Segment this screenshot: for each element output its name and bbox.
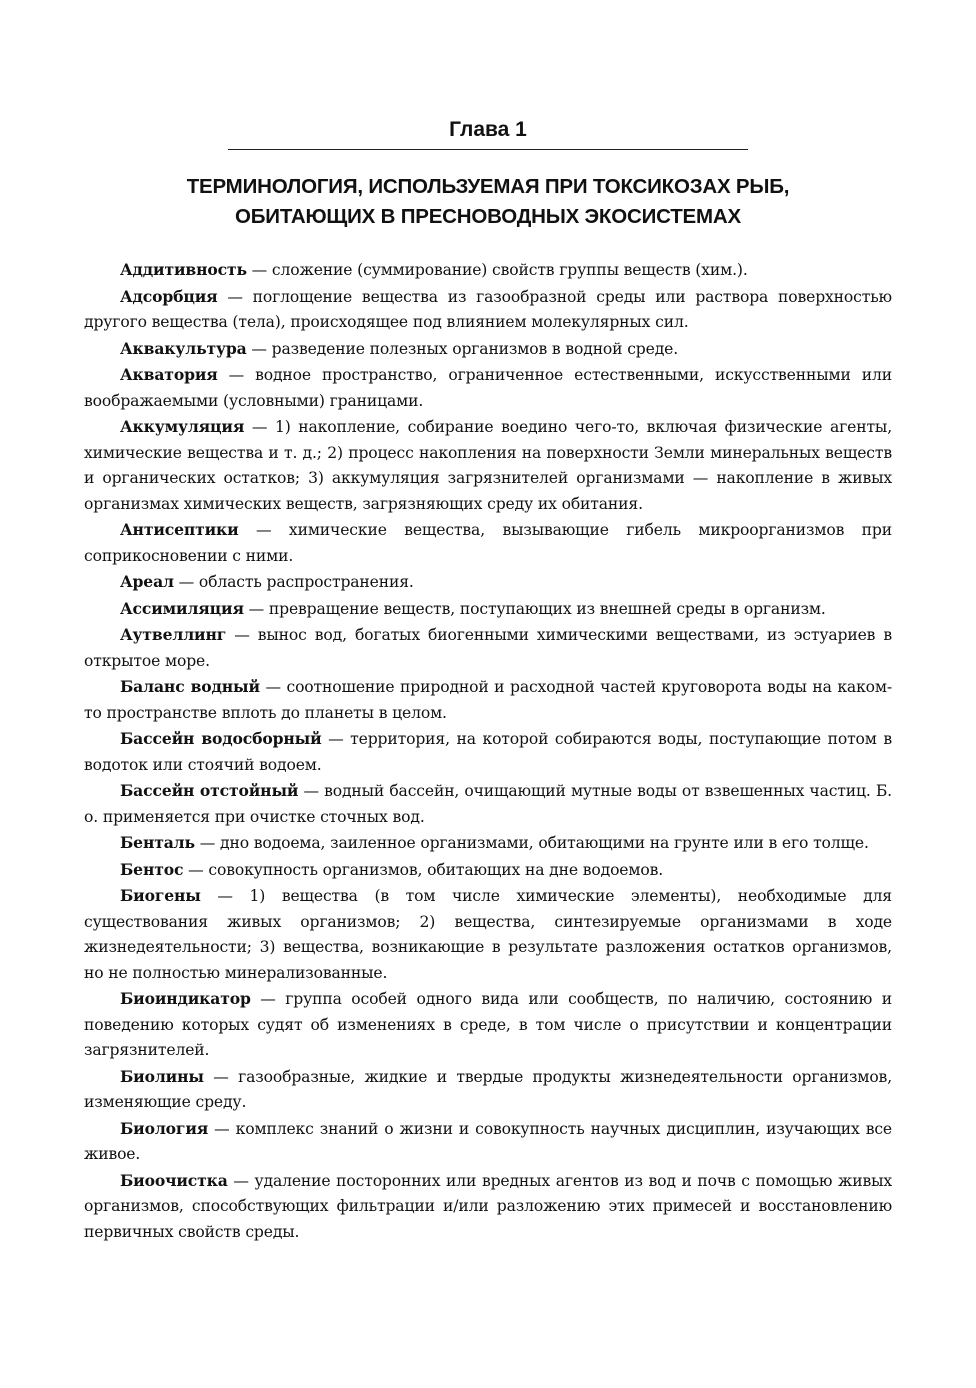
glossary-entry [84,257,892,284]
glossary-entry [84,622,892,674]
glossary-entry [84,883,892,986]
chapter-title-line-1: ТЕРМИНОЛОГИЯ, ИСПОЛЬЗУЕМАЯ ПРИ ТОКСИКОЗАХ РЫБ, [186,175,790,198]
glossary-entry [84,596,892,623]
glossary-definition: — химические вещества, вызывающие гибель микроорганизмов при соприкосновении с ними. [84,521,892,565]
glossary-definition: — сложение (суммирование) свойств группы веществ (хим.). [246,261,748,279]
glossary-entry [84,1064,892,1116]
glossary-term: Бассейн отстойный [120,781,299,800]
glossary-definition: — водное пространство, ограниченное естественными, искусственными или воображаемыми (условными) границами. [84,366,892,410]
chapter-label: Глава 1 [449,118,527,141]
chapter-title [84,172,892,232]
glossary-definition: — вынос вод, богатых биогенными химическими веществами, из эстуариев в открытое море. [84,626,892,670]
glossary-definition: — водный бассейн, очищающий мутные воды от взвешенных частиц. Б. о. применяется при очистке сточных вод. [84,782,892,826]
glossary-definition: — удаление посторонних или вредных агентов из вод и почв с помощью живых организмов, способствующих фильтрации и/или разложению этих примесей и восстановлению первичных свойств среды. [84,1171,892,1241]
glossary-definition: — дно водоема, заиленное организмами, обитающими на грунте или в его толще. [194,834,869,852]
glossary-definition: — превращение веществ, поступающих из внешней среды в организм. [243,599,826,618]
glossary-entry [84,674,892,726]
document-page [84,116,892,1245]
glossary-term: Ассимиляция [120,598,244,618]
glossary-term: Антисептики [120,520,239,539]
glossary-entry [84,336,892,363]
glossary-term: Аутвеллинг [120,625,227,644]
glossary-definition: — группа особей одного вида или сообществ, по наличию, состоянию и поведению которых судят об изменениях в среде, в том числе о присутствии и концентрации загрязнителей. [84,990,892,1059]
glossary-definition: — газообразные, жидкие и твердые продукты жизнедеятельности организмов, изменяющие среду. [84,1067,892,1111]
glossary-term: Аквакультура [120,338,247,358]
glossary-definition: — разведение полезных организмов в водной среде. [246,339,679,358]
chapter-divider [228,149,748,150]
glossary-definition: — 1) накопление, собирание воедино чего-то, включая физические агенты, химические вещества и т. д.; 2) процесс накопления на поверхности Земли минеральных веществ и органических остатков; 3) аккумуляция загрязнителей организмами — накопление в живых организмах химических веществ, загрязняющих среду их обитания. [84,418,892,513]
glossary-entry [84,569,892,596]
glossary-term: Бенталь [120,833,195,852]
glossary-definition: — комплекс знаний о жизни и совокупность научных дисциплин, изучающих все живое. [84,1119,892,1163]
glossary-entry [84,1168,892,1246]
glossary-term: Биоиндикатор [120,989,251,1008]
glossary-entry [84,778,892,830]
glossary-term: Баланс водный [120,677,260,696]
glossary-definition: — поглощение вещества из газообразной среды или раствора поверхностью другого вещества (тела), происходящее под влиянием молекулярных сил. [84,287,892,331]
glossary-definition: — соотношение природной и расходной частей круговорота воды на каком-то пространстве вплоть до планеты в целом. [84,678,893,722]
glossary-entry [84,830,892,857]
glossary-definition: — территория, на которой собираются воды, поступающие потом в водоток или стоячий водоем. [84,730,892,774]
glossary-term: Аккумуляция [120,417,245,436]
glossary-term: Бассейн водосборный [120,729,322,748]
glossary-term: Биогены [120,886,201,905]
glossary-term: Биолины [120,1066,204,1086]
glossary-term: Акватория [120,365,218,384]
glossary-term: Бентос [120,859,184,879]
glossary-term: Биология [120,1118,209,1138]
glossary-term: Биоочистка [120,1170,228,1190]
glossary-term: Ареал [120,572,174,591]
glossary-term: Адсорбция [120,286,218,306]
glossary-definition: — 1) вещества (в том числе химические элементы), необходимые для существования живых организмов; 2) вещества, синтезируемые организмами в ходе жизнедеятельности; 3) вещества, возникающие в результате разложения остатков организмов, но не полностью минерализованные. [84,887,892,982]
glossary-entry [84,284,892,336]
glossary-entry [84,857,892,884]
glossary-term: Аддитивность [120,260,247,279]
glossary-definition: — совокупность организмов, обитающих на дне водоемов. [183,860,664,879]
chapter-title-line-2: ОБИТАЮЩИХ В ПРЕСНОВОДНЫХ ЭКОСИСТЕМАХ [235,205,741,228]
glossary-definition: — область распространения. [173,573,414,591]
glossary-entry [84,986,892,1064]
glossary [84,257,892,1245]
glossary-entry [84,1116,892,1168]
glossary-entry [84,726,892,778]
glossary-entry [84,362,892,414]
glossary-entry [84,517,892,569]
glossary-entry [84,414,892,517]
